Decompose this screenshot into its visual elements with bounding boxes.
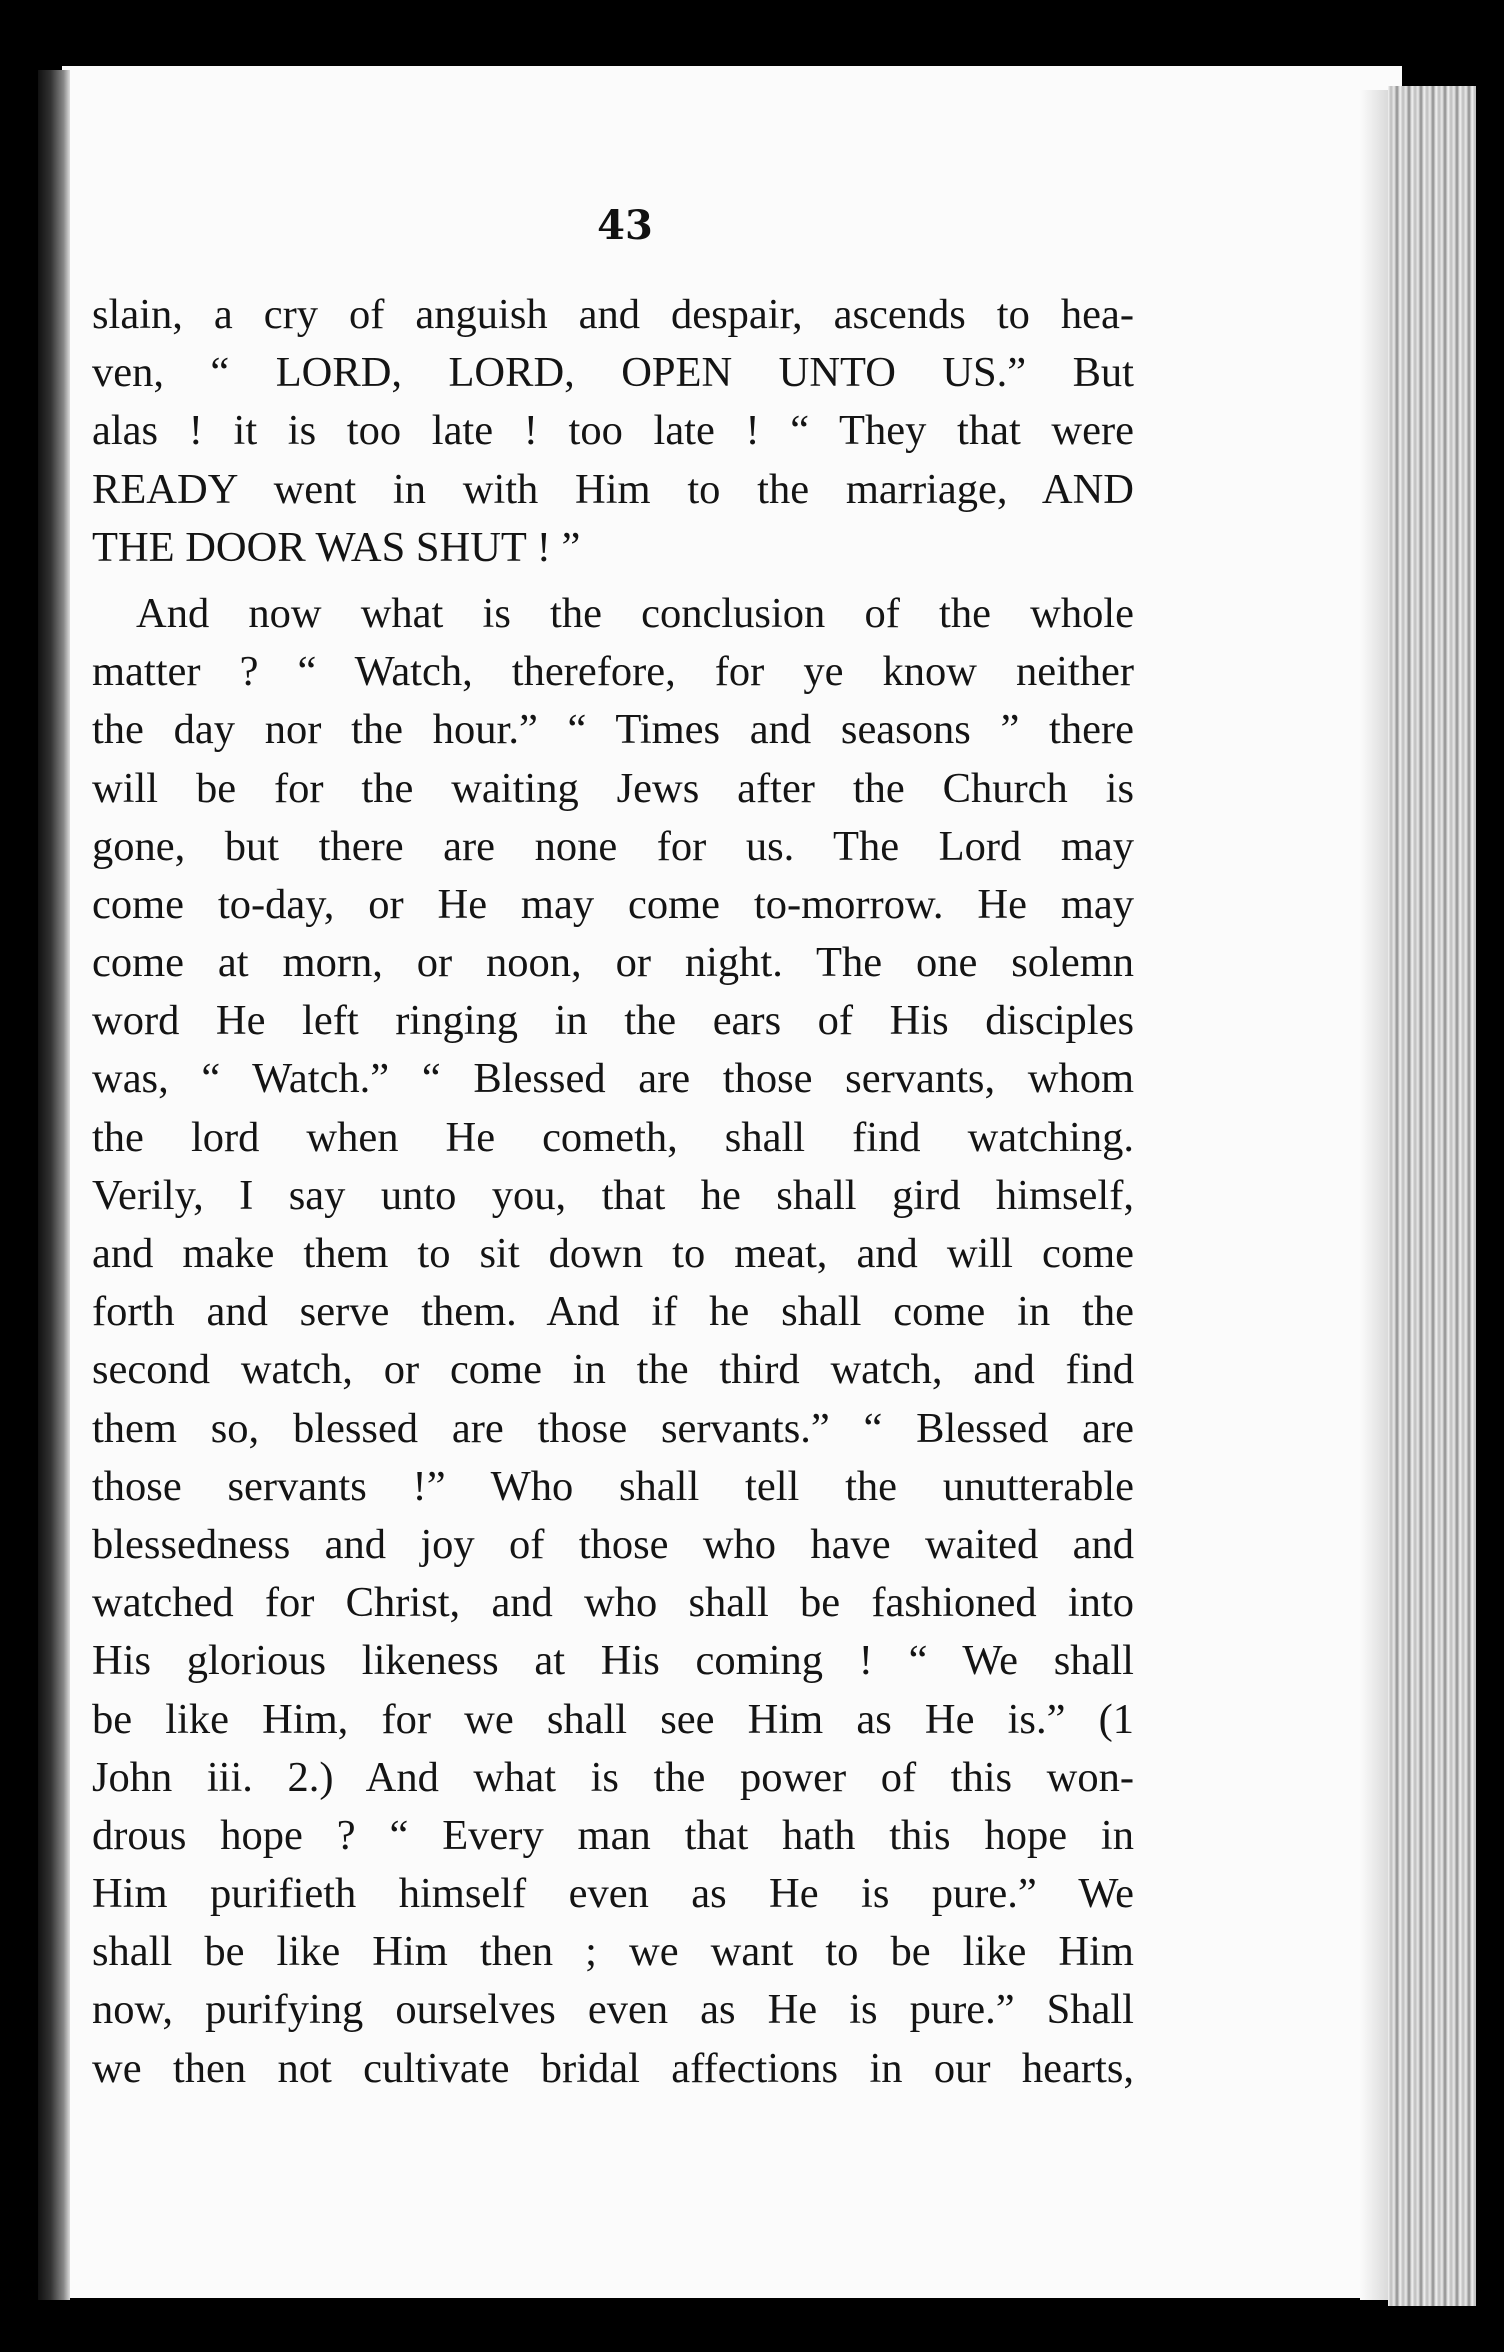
text-line: His glorious likeness at His coming ! “ We shall [92,1637,1134,1685]
text-line: the lord when He cometh, shall find watching. [92,1113,1134,1161]
text-line: the day nor the hour.” “ Times and seasons ” there [92,706,1134,754]
text-line: John iii. 2.) And what is the power of this won- [92,1753,1134,1801]
text-line: be like Him, for we shall see Him as He is.” (1 [92,1695,1134,1743]
text-line: alas ! it is too late ! too late ! “ They that were [92,407,1134,455]
text-line: Verily, I say unto you, that he shall gird himself, [92,1171,1134,1219]
text-line: And now what is the conclusion of the whole [136,589,1134,637]
text-line: come at morn, or noon, or night. The one solemn [92,939,1134,987]
book-page-edges [1388,86,1476,2306]
text-line: word He left ringing in the ears of His disciples [92,997,1134,1045]
text-line: matter ? “ Watch, therefore, for ye know neither [92,648,1134,696]
text-line: we then not cultivate bridal affections in our hearts, [92,2044,1134,2092]
page-edge-shadow [1360,90,1390,2300]
text-line: second watch, or come in the third watch, and find [92,1346,1134,1394]
text-line: was, “ Watch.” “ Blessed are those servants, whom [92,1055,1134,1103]
text-line: those servants !” Who shall tell the unutterable [92,1462,1134,1510]
text-line: READY went in with Him to the marriage, AND [92,465,1134,513]
text-line: forth and serve them. And if he shall come in the [92,1288,1134,1336]
text-line: watched for Christ, and who shall be fashioned into [92,1579,1134,1627]
body-text [92,286,1134,2098]
paragraph [92,286,1134,577]
text-line: and make them to sit down to meat, and will come [92,1230,1134,1277]
text-line: slain, a cry of anguish and despair, ascends to hea- [92,291,1134,338]
text-line: shall be like Him then ; we want to be like Him [92,1928,1134,1976]
paragraph [92,585,1134,2098]
page-number: 43 [597,202,653,249]
page-gutter-shadow [38,70,70,2300]
text-line: gone, but there are none for us. The Lord may [92,822,1134,870]
text-line: drous hope ? “ Every man that hath this hope in [92,1811,1134,1859]
text-line: ven, “ LORD, LORD, OPEN UNTO US.” But [92,349,1134,397]
text-line: come to-day, or He may come to-morrow. He may [92,880,1134,928]
text-line: THE DOOR WAS SHUT ! ” [92,523,581,571]
text-line: will be for the waiting Jews after the Church is [92,764,1134,812]
text-line: now, purifying ourselves even as He is pure.” Shall [92,1986,1134,2034]
text-line: blessedness and joy of those who have waited and [92,1520,1134,1568]
text-line: them so, blessed are those servants.” “ Blessed are [92,1404,1134,1452]
text-line: Him purifieth himself even as He is pure.” We [92,1870,1134,1918]
